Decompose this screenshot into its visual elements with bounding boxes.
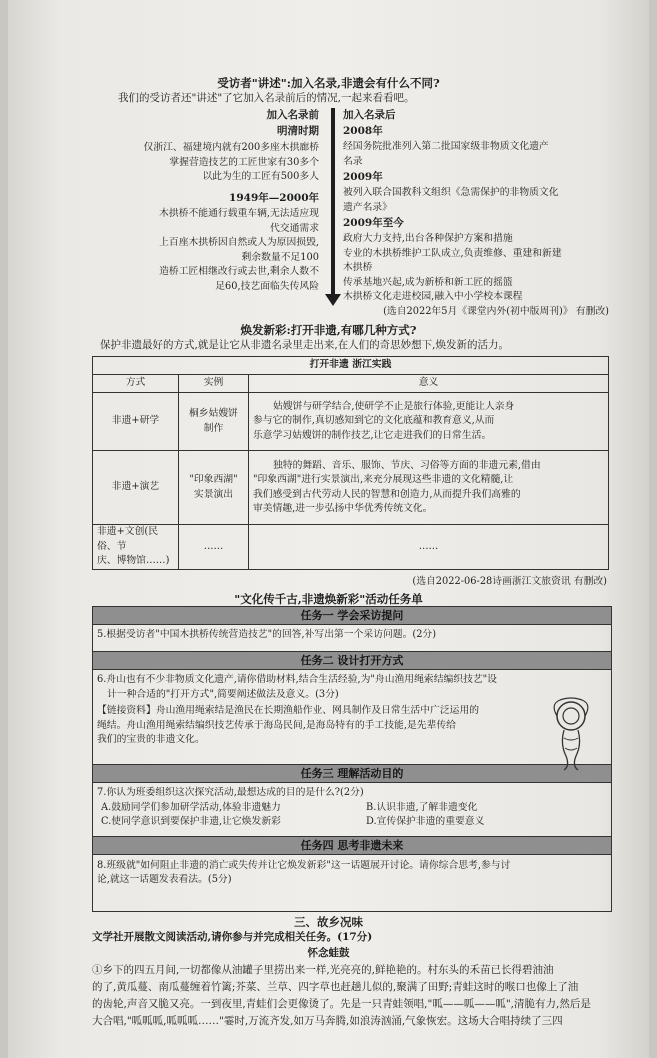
option-b: B.认识非遗,了解非遗变化 [366, 801, 478, 813]
task1-header: 任务一 学会采访提问 [93, 607, 611, 625]
text-line: 专业的木拱桥维护工队成立,负责维修、重建和新建 [343, 247, 562, 259]
question-6 [93, 670, 611, 702]
table-header: 方式 [93, 375, 179, 393]
text-line: 我们的宝贵的非遗文化。 [97, 734, 205, 745]
essay-title: 怀念蛙鼓 [307, 947, 350, 959]
text-line: 被列入联合国教科文组织《急需保护的非物质文化 [343, 187, 559, 198]
text-line: 遗产名录》 [343, 201, 392, 213]
text-line: 木拱桥文化走进校园,融入中小学校本课程 [343, 291, 523, 302]
text-line: 参与它的制作,真切感知到它的文化底蕴和教育意义,从而 [253, 415, 495, 427]
text-line: 审美情趣,进一步弘扬中华优秀传统文化。 [253, 503, 433, 514]
intro-lead: 我们的受访者还"讲述"了它加入名录前后的情况,一起来看看吧。 [118, 92, 415, 104]
source-citation-1: (选自2022年5月《课堂内外(初中版周刊)》 有删改) [383, 306, 609, 317]
text-line: 实景演出 [193, 488, 234, 500]
text-line: 非遗+文创(民俗、节 [97, 526, 159, 552]
task-sheet-heading: "文化传千古,非遗焕新彩"活动任务单 [234, 592, 423, 606]
linked-material [93, 702, 611, 756]
option-a: A.鼓励同学们参加研学活动,体验非遗魅力 [101, 801, 281, 813]
table-cell-method: 非遗+演艺 [93, 451, 179, 525]
text-line: 木拱桥 [343, 262, 373, 273]
table-cell-example [179, 451, 249, 525]
before-period1: 明清时期 [277, 125, 319, 137]
text-line: 制作 [203, 422, 224, 434]
text-line: 8.班级就"如何阻止非遗的消亡或失传并让它焕发新彩"这一话题展开讨论。请你综合思考,参与讨 [97, 859, 511, 871]
after-year3-text [343, 232, 562, 305]
question-7 [93, 783, 611, 833]
table-cell-method: 非遗+研学 [93, 393, 179, 451]
source-citation-2: (选自2022-06-28诗画浙江文旅资讯 有删改) [412, 576, 607, 587]
after-year3: 2009年至今 [343, 217, 404, 229]
intro-heading: 受访者"讲述":加入名录,非遗会有什么不同? [217, 76, 440, 90]
before-title: 加入名录前 [266, 109, 319, 121]
text-line: 传承基地兴起,成为新桥和新工匠的摇篮 [343, 276, 513, 288]
text-line: 我们感受到古代劳动人民的智慧和创造力,从而提升我们高雅的 [253, 488, 521, 500]
text-line: 计一种合适的"打开方式",简要阐述做法及意义。(3分) [107, 688, 339, 700]
text-line: 6.舟山也有不少非物质文化遗产,请你借助材料,结合生活经验,为"舟山渔用绳索结编织技艺"设 [97, 674, 497, 685]
table-title: 打开非遗 浙江实践 [93, 357, 609, 375]
after-year2-text [343, 186, 559, 215]
exam-page [8, 0, 649, 1058]
timeline-arrow-head [325, 294, 341, 306]
table-cell-example [179, 393, 249, 451]
text-line: 7.你认为班委组织这次探究活动,最想达成的目的是什么?(2分) [97, 787, 364, 798]
text-line: 庆、博物馆……) [97, 555, 170, 566]
text-line: 的了,黄瓜蔓、南瓜蔓缠着竹篱;芥菜、兰草、四字草也赶趟儿似的,聚满了田野;青蛙这时的喉口也像上了油 [92, 981, 579, 993]
table-row [93, 451, 609, 525]
task3-header: 任务三 理解活动目的 [93, 764, 611, 783]
text-line: 名录 [343, 155, 363, 167]
section2-heading: 焕发新彩:打开非遗,有哪几种方式? [240, 323, 417, 337]
before-period2-text [159, 207, 319, 294]
text-line: 代交通需求 [270, 222, 319, 234]
table-cell-method [93, 525, 179, 570]
practice-table [92, 356, 609, 570]
text-line: ①乡下的四五月间,一切都像从油罐子里捞出来一样,光亮亮的,鲜艳艳的。村东头的禾苗已长得碧油油 [92, 964, 554, 976]
option-d: D.宣传保护非遗的重要意义 [366, 816, 485, 827]
text-line: 政府大力支持,出台各种保护方案和措施 [343, 233, 513, 244]
text-line: 大合唱,"呱呱呱,呱呱呱……"霎时,万流齐发,如万马奔腾,如浪涛汹涌,气象恢宏。这场大合唱持续了三四 [92, 1015, 563, 1027]
question-8 [93, 855, 611, 892]
before-period1-text [144, 141, 319, 185]
table-row [93, 393, 609, 451]
text-line: 掌握营造技艺的工匠世家有30多个 [169, 156, 319, 168]
table-row [93, 525, 609, 570]
text-line: 木拱桥不能通行载重车辆,无法适应现 [159, 208, 319, 219]
table-cell-meaning: …… [249, 525, 609, 570]
part3-lead: 文学社开展散文阅读活动,请你参与并完成相关任务。(17分) [92, 931, 373, 943]
table-header: 意义 [249, 375, 609, 393]
before-period2: 1949年—2000年 [229, 192, 319, 204]
text-line: 桐乡姑嫂饼 [189, 408, 238, 419]
text-line: 经国务院批准列入第二批国家级非物质文化遗产 [343, 141, 549, 152]
after-title: 加入名录后 [343, 109, 396, 121]
after-year2: 2009年 [343, 171, 383, 183]
text-line: 的齿轮,声音又脆又亮。一到夜里,青蛙们会更像烫了。先是一只青蛙领唱,"呱——呱——呱",清脆有力,然后是 [92, 998, 591, 1010]
table-header: 实例 [179, 375, 249, 393]
text-line: "印象西湖"进行实景演出,来充分展现这些非遗的文化精髓,让 [253, 474, 514, 485]
text-line: 独特的舞蹈、音乐、服饰、节庆、习俗等方面的非遗元素,借由 [273, 459, 541, 471]
table-cell-meaning [249, 393, 609, 451]
text-line: 绳结。舟山渔用绳索结编织技艺传承于海岛民间,是海岛特有的手工技能,是先辈传给 [97, 719, 456, 731]
text-line: 论,就这一话题发表看法。(5分) [97, 874, 232, 885]
text-line: 足60,技艺面临失传风险 [215, 280, 319, 292]
text-line: 造桥工匠相继改行或去世,剩余人数不 [159, 266, 319, 277]
timeline-arrow-shaft [331, 108, 335, 296]
options-row [97, 815, 607, 830]
section2-lead: 保护非遗最好的方式,就是让它从非遗名录里走出来,在人们的奇思妙想下,焕发新的活力。 [100, 339, 510, 351]
task2-header: 任务二 设计打开方式 [93, 651, 611, 670]
option-c: C.使同学意识到要保护非遗,让它焕发新彩 [101, 816, 281, 827]
options-row [97, 801, 607, 816]
part3-heading: 三、故乡况味 [294, 915, 363, 929]
task-sheet [92, 606, 612, 912]
essay-paragraph-1 [92, 962, 628, 1030]
text-line: 剩余数量不足100 [241, 251, 319, 263]
text-line: 乐意学习姑嫂饼的制作技艺,让它走进我们的日常生活。 [253, 429, 492, 441]
table-cell-example: …… [179, 525, 249, 570]
table-cell-meaning [249, 451, 609, 525]
text-line: 以此为生的工匠有500多人 [202, 171, 319, 182]
after-year1: 2008年 [343, 125, 383, 137]
text-line: 上百座木拱桥因自然或人为原因损毁, [159, 237, 319, 248]
text-line: 【链接资料】舟山渔用绳索结是渔民在长期渔船作业、网具制作及日常生活中广泛运用的 [97, 705, 480, 716]
question-5: 5.根据受访者"中国木拱桥传统营造技艺"的回答,补写出第一个采访问题。(2分) [97, 629, 437, 640]
after-year1-text [343, 140, 549, 169]
text-line: "印象西湖" [189, 474, 238, 485]
text-line: 姑嫂饼与研学结合,使研学不止是旅行体验,更能让人亲身 [273, 400, 515, 412]
task4-header: 任务四 思考非遗未来 [93, 836, 611, 855]
text-line: 仅浙江、福建境内就有200多座木拱廊桥 [143, 142, 319, 153]
rope-knot-illustration [540, 694, 602, 772]
